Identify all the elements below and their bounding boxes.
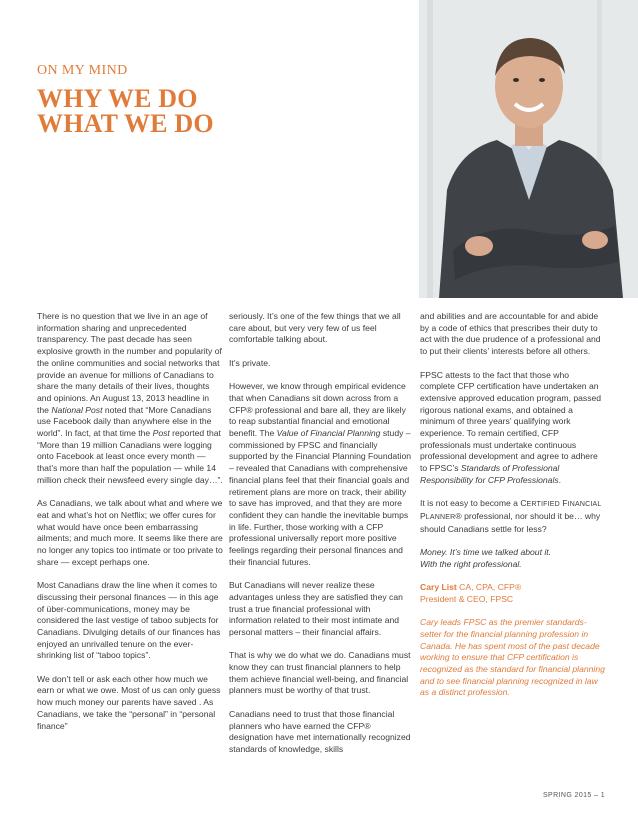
planner-initial: P: [420, 510, 426, 521]
col3-paragraph-2: [420, 370, 606, 487]
certified-initial: C: [520, 498, 527, 509]
col3-p2-text-b: .: [558, 474, 562, 485]
author-signature: [420, 582, 606, 594]
body-column-1: [37, 311, 223, 732]
planner-smallcaps: LANNER: [425, 513, 456, 521]
financial-smallcaps: INANCIAL: [567, 501, 602, 509]
col3-paragraph-3: [420, 498, 606, 535]
headline-line-2: WHAT WE DO: [37, 109, 214, 138]
page-folio: SPRING 2015 – 1: [542, 792, 605, 799]
col1-p1-text-a: There is no question that we live in an age of information sharing and unprecedented transparency. The past decade has seen explosive growth in the number and popularity of the online communities and social networks that provide an avenue for millions of Canadians to share the many details of their lives, thoughts and opinions. An August 13, 2013 headline in the: [37, 311, 222, 415]
col3-paragraph-1: and abilities and are accountable for and abide by a code of ethics that prescribes their duty to act with the due prudence of a professional and to put their clients’ interests before all others.: [420, 311, 601, 357]
col1-paragraph-3: Most Canadians draw the line when it comes to discussing their personal finances — in this age of über-communications, money may be considered the last vestige of taboo subjects for Canadians. Divulging details of our finances has enjoyed an unrivalled tenure on the ever-shrinking list of “taboo topics”.: [37, 580, 221, 661]
post-citation: Post: [152, 428, 170, 439]
col2-paragraph-6: Canadians need to trust that those financial planners who have earned the CFP® designation have met internationally recognized standards of knowledge, skills: [229, 708, 411, 754]
study-title: Value of Financial Planning: [276, 428, 381, 438]
col3-p2-text-a: FPSC attests to the fact that those who complete CFP certification have undertaken an extensive approved education program, passed rigorous national exams, and obtained a minimum of three years’ qualifying work experience. To remain certified, CFP professionals must undertake continuous professional development and agree to adhere to FPSC’s: [420, 369, 602, 474]
standards-title: Standards of Professional Responsibility for CFP Professionals: [420, 463, 560, 485]
col2-paragraph-4: But Canadians will never realize these advantages unless they are satisfied they can trust a true financial professional with information related to their most intimate and personal matters – their financial affairs.: [229, 580, 403, 637]
headline-line-1: WHY WE DO: [37, 84, 198, 113]
col2-p3-text-a: However, we know through empirical evidence that when Canadians sit down across from a CFP® professional and bare all, they are likely to reap substantial financial and emotional benefit. The: [229, 381, 406, 438]
author-photo: [419, 0, 638, 298]
article-headline: [37, 86, 277, 136]
section-kicker: ON MY MIND: [37, 63, 128, 78]
col2-paragraph-2: It’s private.: [229, 357, 271, 368]
col2-paragraph-1: seriously. It’s one of the few things that we all care about, but very very few of us feel comfortable talking about.: [229, 311, 401, 345]
col3-p3-text-b: ® professional, nor should it be… why should Canadians settle for less?: [420, 510, 601, 534]
author-credentials: CA, CPA, CFP®: [456, 582, 522, 593]
body-column-3: [420, 311, 606, 699]
certified-smallcaps: ERTIFIED: [526, 501, 560, 509]
author-bio: Cary leads FPSC as the premier standards-setter for the financial planning profession in Canada. He has spent most of the past decade working to ensure that CFP certification is recognized as the standard for financial planning and to see financial planning recognized in law as a distinct profession.: [420, 617, 605, 698]
col3-tagline: [420, 547, 606, 570]
col1-paragraph-2: As Canadians, we talk about what and where we eat and what’s hot on Netflix; we offer cures for what would have once been embarrassing ailments; and much more. It seems like there are no longer any topics too intimate or too private to share — except perhaps one.: [37, 498, 223, 567]
national-post-citation: National Post: [51, 404, 103, 415]
col1-p1-text-c: reported that “More than 19 million Canadians were logging onto Facebook at least once every month — that’s more than half the population — while 14 million check their newsfeed every single day…”.: [37, 428, 223, 485]
author-name: Cary List: [420, 582, 457, 593]
col1-paragraph-4: We don’t tell or ask each other how much we earn or what we owe. Most of us can only guess how much money our parents have saved . As Canadians, we take the “personal” in “personal finance”: [37, 673, 221, 731]
col2-p3-text-b: study – commissioned by FPSC and financially supported by the Financial Planning Foundation – revealed that Canadians with comprehensive financial plans feel that their financial goals and retirement plans are more on track, their ability to save has improved, and that they are more confident they can handle the inevitable bumps in life. Further, those working with a CFP professional universally report more positive feelings regarding their personal finances and their financial futures.: [229, 428, 412, 567]
col2-paragraph-5: That is why we do what we do. Canadians must know they can trust financial planners to help them achieve financial well-being, and financial planners must be worthy of that trust.: [229, 650, 411, 696]
tagline-line-1: Money. It’s time we talked about it.: [420, 547, 552, 558]
col3-p3-text-a: It is not easy to become a: [420, 498, 521, 509]
col2-paragraph-3: [229, 381, 415, 568]
col1-p1-text-b: noted that “More Canadians use Facebook daily than anywhere else in the world”. In fact, at that time the: [37, 404, 212, 439]
col1-paragraph-1: [37, 311, 223, 487]
body-column-2: [229, 311, 415, 756]
author-photo-illustration: [419, 0, 638, 298]
financial-initial: F: [559, 498, 568, 509]
author-title: President & CEO, FPSC: [420, 593, 514, 604]
tagline-line-2: With the right professional.: [420, 558, 522, 569]
